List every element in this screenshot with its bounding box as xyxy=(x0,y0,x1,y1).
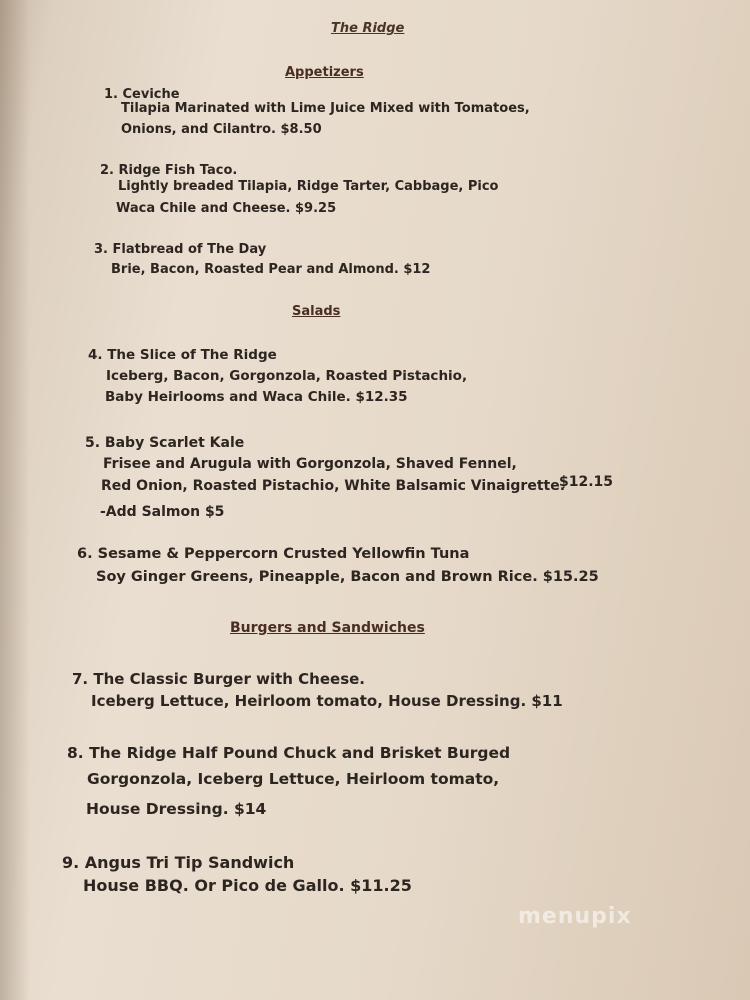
menu-item-desc: Brie, Bacon, Roasted Pear and Almond. $12 xyxy=(111,262,431,277)
menu-item-desc: Waca Chile and Cheese. $9.25 xyxy=(116,201,337,216)
menu-item-name: 8. The Ridge Half Pound Chuck and Brisket Burged xyxy=(67,744,511,762)
menu-item-desc: Frisee and Arugula with Gorgonzola, Shaved Fennel, xyxy=(103,456,517,472)
section-heading-salads: Salads xyxy=(292,304,341,319)
menu-item-addon: -Add Salmon $5 xyxy=(100,504,225,520)
menu-item-name: 5. Baby Scarlet Kale xyxy=(85,435,245,451)
menu-item-name: 2. Ridge Fish Taco. xyxy=(100,163,238,178)
menu-item-desc: Iceberg, Bacon, Gorgonzola, Roasted Pistachio, xyxy=(106,368,468,384)
menu-item-name: 4. The Slice of The Ridge xyxy=(88,347,277,363)
menu-item-price: $12.15 xyxy=(559,474,614,490)
section-heading-burgers: Burgers and Sandwiches xyxy=(230,620,425,636)
menu-item-name: 1. Ceviche xyxy=(104,87,180,102)
menu-title: The Ridge xyxy=(331,21,405,36)
menu-item-desc: Onions, and Cilantro. $8.50 xyxy=(121,122,322,137)
menu-item-desc: Gorgonzola, Iceberg Lettuce, Heirloom tomato, xyxy=(87,770,500,788)
menu-item-desc: House BBQ. Or Pico de Gallo. $11.25 xyxy=(83,876,412,895)
menu-item-desc: Tilapia Marinated with Lime Juice Mixed with Tomatoes, xyxy=(121,101,530,116)
section-heading-appetizers: Appetizers xyxy=(285,65,364,80)
menu-item-desc: House Dressing. $14 xyxy=(86,800,267,818)
menu-item-name: 7. The Classic Burger with Cheese. xyxy=(72,670,365,688)
menu-item-desc: Red Onion, Roasted Pistachio, White Balsamic Vinaigrette. xyxy=(101,478,566,494)
menu-item-desc: Iceberg Lettuce, Heirloom tomato, House Dressing. $11 xyxy=(91,692,563,710)
menu-item-desc: Soy Ginger Greens, Pineapple, Bacon and Brown Rice. $15.25 xyxy=(96,569,599,585)
menu-item-name: 3. Flatbread of The Day xyxy=(94,242,267,257)
page-shadow xyxy=(0,0,30,1000)
watermark: menupix xyxy=(518,904,632,929)
menu-item-desc: Lightly breaded Tilapia, Ridge Tarter, Cabbage, Pico xyxy=(118,179,499,194)
menu-item-name: 9. Angus Tri Tip Sandwich xyxy=(62,853,295,872)
menu-item-name: 6. Sesame & Peppercorn Crusted Yellowfin Tuna xyxy=(77,546,470,562)
menu-item-desc: Baby Heirlooms and Waca Chile. $12.35 xyxy=(105,389,408,405)
